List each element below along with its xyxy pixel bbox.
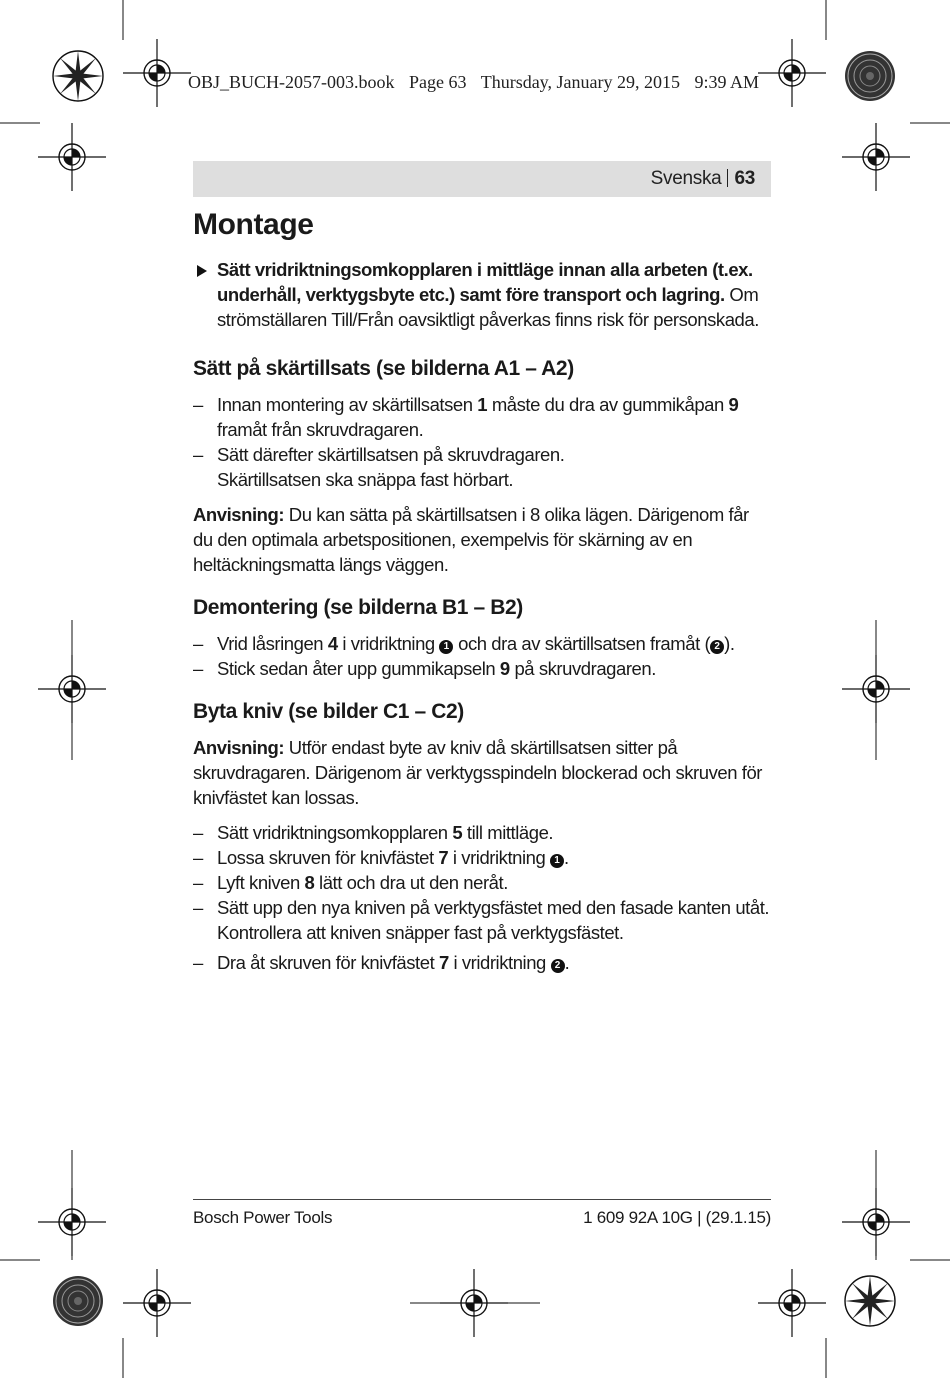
note-label: Anvisning: [193,504,285,525]
warning-bold-text: Sätt vridriktningsomkopplaren i mittläge innan alla arbeten (t.ex. underhåll, verktygsbyte etc.) samt före transport och lagring. [217,259,753,305]
list-item: – Sätt vridriktningsomkopplaren 5 till mittläge. [193,822,554,843]
separator [727,169,728,187]
insert-steps [193,392,773,492]
insert-note [193,502,773,577]
book-file: OBJ_BUCH-2057-003.book [188,72,395,92]
book-header [188,72,788,93]
remove-steps [193,631,773,681]
book-time: 9:39 AM [694,72,760,92]
footer-brand: Bosch Power Tools [193,1208,333,1227]
direction-2-icon: 2 [710,640,724,654]
list-item: – Dra åt skruven för knivfästet 7 i vridriktning 2 . [193,952,570,973]
footer-code: 1 609 92A 10G | (29.1.15) [583,1208,771,1227]
list-item: – Vrid låsringen 4 i vridriktning 1 och dra av skärtillsatsen framåt ( 2 ). [193,633,735,654]
warning-arrow-icon [197,265,207,277]
list-item: – Sätt upp den nya kniven på verktygsfästet med den fasade kanten utåt. Kontrollera att kniven snäpper fast på verktygsfästet. [193,897,770,943]
section-title: Montage [193,208,314,241]
book-date: Thursday, January 29, 2015 [480,72,680,92]
safety-warning [193,257,773,332]
language-name: Svenska [650,168,722,189]
remove-heading: Demontering (se bilderna B1 – B2) [193,596,523,619]
blade-steps [193,820,773,975]
direction-1-icon: 1 [439,640,453,654]
note-label: Anvisning: [193,737,285,758]
list-item: – Sätt därefter skärtillsatsen på skruvdragaren. Skärtillsatsen ska snäppa fast hörbart. [193,444,565,490]
direction-2-icon: 2 [551,959,565,973]
list-item: – Lyft kniven 8 lätt och dra ut den neråt. [193,872,508,893]
book-page: Page 63 [409,72,467,92]
note-text: Du kan sätta på skärtillsatsen i 8 olika lägen. Därigenom får du den optimala arbetspositionen, exempelvis för skärning av en heltäckningsmatta längs väggen. [193,504,749,575]
footer-divider [193,1199,771,1200]
language-label [651,168,755,190]
list-item: – Innan montering av skärtillsatsen 1 måste du dra av gummikåpan 9 framåt från skruvdragaren. [193,394,739,440]
insert-heading: Sätt på skärtillsats (se bilderna A1 – A2) [193,357,574,380]
direction-1-icon: 1 [550,854,564,868]
page-content [193,205,773,981]
page-number: 63 [734,168,755,189]
language-bar [193,161,771,197]
blade-note [193,735,773,810]
warning-text: Om strömställaren Till/Från oavsiktligt påverkas finns risk för personskada. [217,284,759,330]
note-text: Utför endast byte av kniv då skärtillsatsen sitter på skruvdragaren. Därigenom är verktygsspindeln blockerad och skruven för knivfästet kan lossas. [193,737,763,808]
blade-heading: Byta kniv (se bilder C1 – C2) [193,700,464,723]
list-item: – Stick sedan åter upp gummikapseln 9 på skruvdragaren. [193,658,656,679]
list-item: – Lossa skruven för knivfästet 7 i vridriktning 1 . [193,847,569,868]
